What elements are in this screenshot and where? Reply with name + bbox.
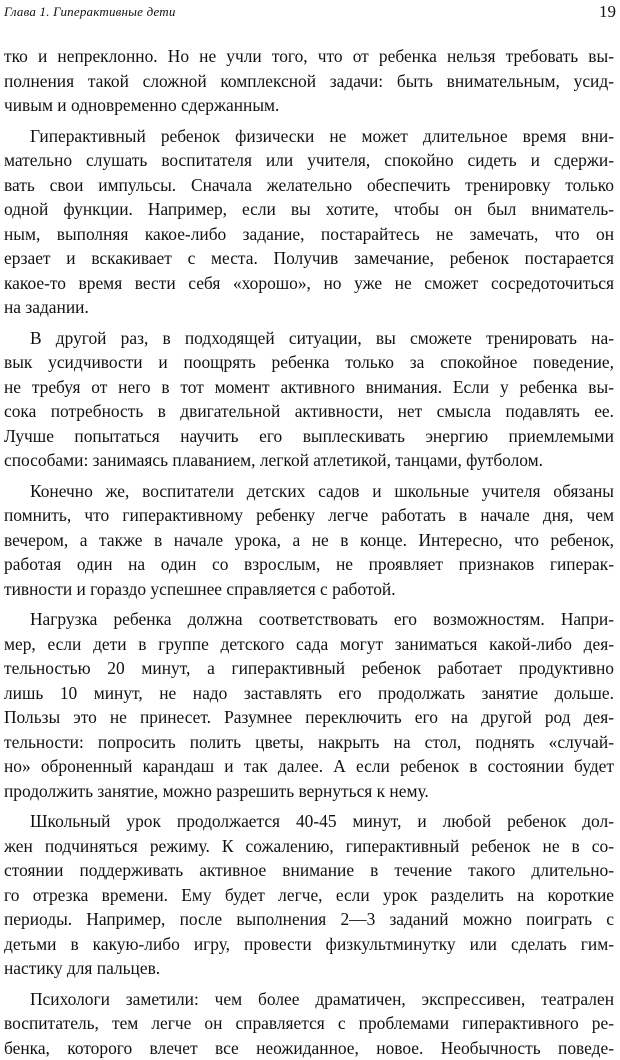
- text-line: Пользы это не принесет. Разумнее переключить его на другой род дея-: [4, 705, 614, 730]
- text-line: не требуя от него в тот момент активного внимания. Если у ребенка вы-: [4, 375, 614, 400]
- text-line: Школьный урок продолжается 40-45 минут, и любой ребенок дол-: [4, 809, 614, 834]
- text-line: но» оброненный карандаш и так далее. А если ребенок в состоянии будет: [4, 754, 614, 779]
- text-line: стоянии поддерживать активное внимание в течение такого длительно-: [4, 858, 614, 883]
- text-line: го отрезка времени. Ему будет легче, если урок разделить на короткие: [4, 883, 614, 908]
- text-line: мательно слушать воспитателя или учителя, спокойно сидеть и сдержи-: [4, 148, 614, 173]
- text-line: полнения такой сложной комплексной задачи: быть внимательным, усид-: [4, 69, 614, 94]
- text-line: Нагрузка ребенка должна соответствовать его возможностям. Напри-: [4, 607, 614, 632]
- text-line: вык усидчивости и поощрять ребенка только за спокойное поведение,: [4, 350, 614, 375]
- text-line: тельности: попросить полить цветы, накрыть на стол, поднять «случай-: [4, 730, 614, 755]
- text-line: сока потребность в двигательной активности, нет смысла подавлять ее.: [4, 399, 614, 424]
- running-head: Глава 1. Гиперактивные дети: [4, 4, 176, 20]
- text-line: бенка, которого влечет все неожиданное, новое. Необычность поведе-: [4, 1036, 614, 1060]
- text-line: ерзает и вскакивает с места. Получив замечание, ребенок постарается: [4, 246, 614, 271]
- text-line: воспитатель, тем легче он справляется с проблемами гиперактивного ре-: [4, 1011, 614, 1036]
- text-line: одной функции. Например, если вы хотите, чтобы он был вниматель-: [4, 197, 614, 222]
- page-number: 19: [599, 2, 616, 22]
- text-line: вать свои импульсы. Сначала желательно обеспечить тренировку только: [4, 173, 614, 198]
- text-line: тко и непреклонно. Но не учли того, что от ребенка нельзя требовать вы-: [4, 44, 614, 69]
- text-line: способами: занимаясь плаванием, легкой атлетикой, танцами, футболом.: [4, 448, 614, 473]
- text-line: Психологи заметили: чем более драматичен, экспрессивен, театрален: [4, 987, 614, 1012]
- text-line: детьми в какую-либо игру, провести физкультминутку или сделать гим-: [4, 932, 614, 957]
- body-text: [4, 44, 614, 1060]
- text-line: вечером, а также в начале урока, а не в конце. Интересно, что ребенок,: [4, 528, 614, 553]
- text-line: настику для пальцев.: [4, 956, 614, 981]
- text-line: тивности и гораздо успешнее справляется с работой.: [4, 577, 614, 602]
- text-line: мер, если дети в группе детского сада могут заниматься какой-либо дея-: [4, 632, 614, 657]
- text-line: продолжить занятие, можно разрешить вернуться к нему.: [4, 779, 614, 804]
- text-line: Лучше попытаться научить его выплескивать энергию приемлемыми: [4, 424, 614, 449]
- text-line: чивым и одновременно сдержанным.: [4, 93, 614, 118]
- text-line: помнить, что гиперактивному ребенку легче работать в начале дня, чем: [4, 503, 614, 528]
- text-line: тельностью 20 минут, а гиперактивный ребенок работает продуктивно: [4, 656, 614, 681]
- text-line: В другой раз, в подходящей ситуации, вы сможете тренировать на-: [4, 326, 614, 351]
- text-line: работая один на один со взрослым, не проявляет признаков гиперак-: [4, 552, 614, 577]
- text-line: Конечно же, воспитатели детских садов и школьные учителя обязаны: [4, 479, 614, 504]
- text-line: периоды. Например, после выполнения 2—3 заданий можно поиграть с: [4, 907, 614, 932]
- text-line: жен подчиняться режиму. К сожалению, гиперактивный ребенок не в со-: [4, 834, 614, 859]
- text-line: Гиперактивный ребенок физически не может длительное время вни-: [4, 124, 614, 149]
- text-line: какое-то время вести себя «хорошо», но уже не сможет сосредоточиться: [4, 271, 614, 296]
- text-line: на задании.: [4, 295, 614, 320]
- page-header: [4, 2, 616, 24]
- text-line: ным, выполняя какое-либо задание, постарайтесь не замечать, что он: [4, 222, 614, 247]
- text-line: лишь 10 минут, не надо заставлять его продолжать занятие дольше.: [4, 681, 614, 706]
